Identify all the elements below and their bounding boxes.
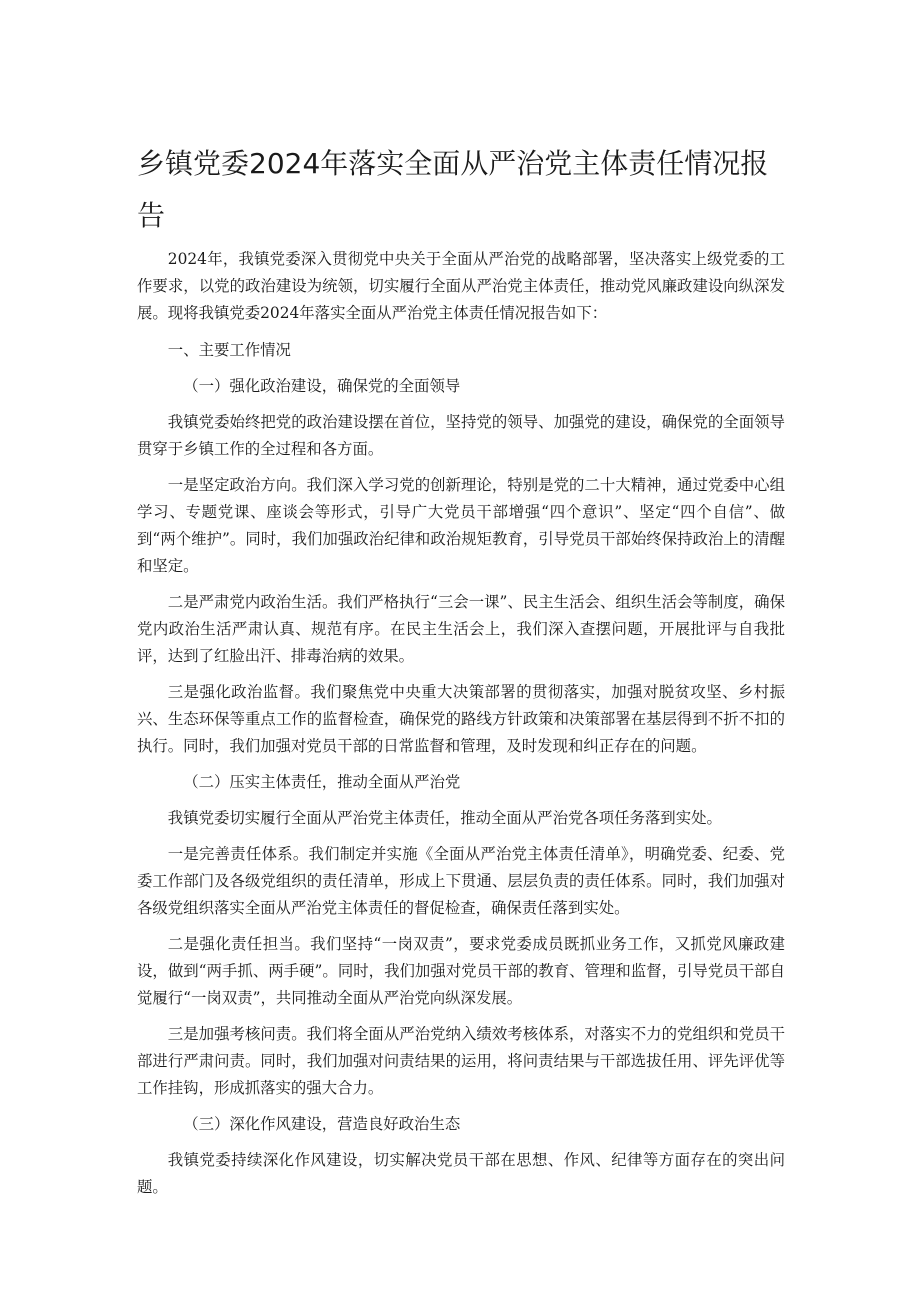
subsection-heading-1: （一）强化政治建设，确保党的全面领导: [183, 377, 461, 395]
body-paragraph: 我镇党委始终把党的政治建设摆在首位，坚持党的领导、加强党的建设，确保党的全面领导贯穿于乡镇工作的全过程和各方面。: [137, 413, 785, 458]
body-paragraph: 二是严肃党内政治生活。我们严格执行“三会一课”、民主生活会、组织生活会等制度，确保党内政治生活严肃认真、规范有序。在民主生活会上，我们深入查摆问题，开展批评与自我批评，达到了红脸出汗、排毒治病的效果。: [137, 593, 785, 665]
subsection-heading-3: （三）深化作风建设，营造良好政治生态: [183, 1115, 461, 1133]
body-paragraph: 二是强化责任担当。我们坚持“一岗双责”，要求党委成员既抓业务工作，又抓党风廉政建设，做到“两手抓、两手硬”。同时，我们加强对党员干部的教育、管理和监督，引导党员干部自觉履行“一岗双责”，共同推动全面从严治党向纵深发展。: [137, 935, 785, 1007]
document-body: [137, 246, 785, 1201]
body-paragraph: 三是强化政治监督。我们聚焦党中央重大决策部署的贯彻落实，加强对脱贫攻坚、乡村振兴、生态环保等重点工作的监督检查，确保党的路线方针政策和决策部署在基层得到不折不扣的执行。同时，我们加强对党员干部的日常监督和管理，及时发现和纠正存在的问题。: [137, 683, 785, 755]
body-paragraph: 一是完善责任体系。我们制定并实施《全面从严治党主体责任清单》，明确党委、纪委、党委工作部门及各级党组织的责任清单，形成上下贯通、层层负责的责任体系。同时，我们加强对各级党组织落实全面从严治党主体责任的督促检查，确保责任落到实处。: [137, 845, 785, 917]
document-title: 乡镇党委2024年落实全面从严治党主体责任情况报告: [137, 147, 769, 232]
subsection-heading-2: （二）压实主体责任，推动全面从严治党: [183, 773, 461, 791]
body-paragraph: 一是坚定政治方向。我们深入学习党的创新理论，特别是党的二十大精神，通过党委中心组学习、专题党课、座谈会等形式，引导广大党员干部增强“四个意识”、坚定“四个自信”、做到“两个维护”。同时，我们加强政治纪律和政治规矩教育，引导党员干部始终保持政治上的清醒和坚定。: [137, 476, 785, 575]
section-heading-main-work: 一、主要工作情况: [167, 341, 291, 359]
body-paragraph: 三是加强考核问责。我们将全面从严治党纳入绩效考核体系，对落实不力的党组织和党员干部进行严肃问责。同时，我们加强对问责结果的运用，将问责结果与干部选拔任用、评先评优等工作挂钩，形成抓落实的强大合力。: [137, 1025, 785, 1097]
intro-paragraph: 2024年，我镇党委深入贯彻党中央关于全面从严治党的战略部署，坚决落实上级党委的工作要求，以党的政治建设为统领，切实履行全面从严治党主体责任，推动党风廉政建设向纵深发展。现将我镇党委2024年落实全面从严治党主体责任情况报告如下：: [137, 250, 785, 322]
body-paragraph: 我镇党委持续深化作风建设，切实解决党员干部在思想、作风、纪律等方面存在的突出问题。: [137, 1151, 785, 1196]
body-paragraph: 我镇党委切实履行全面从严治党主体责任，推动全面从严治党各项任务落到实处。: [167, 809, 722, 827]
